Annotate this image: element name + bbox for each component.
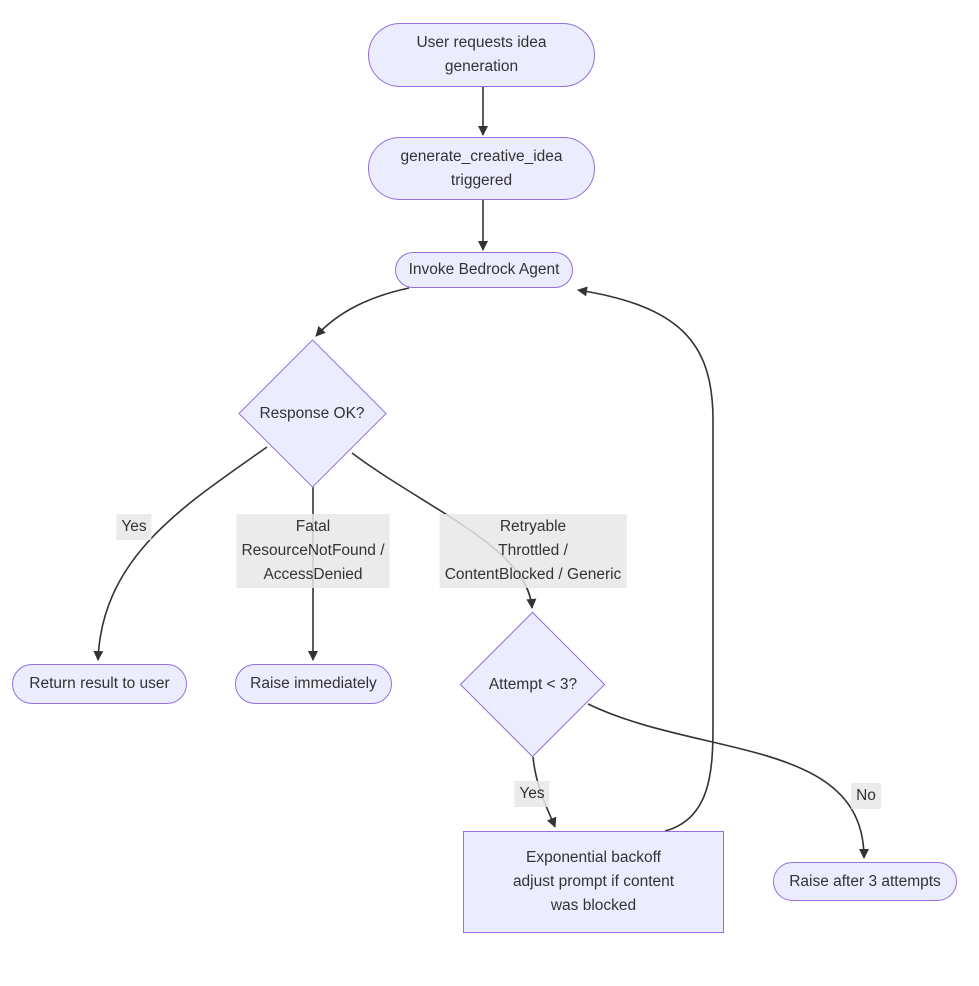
edge-invoke-to-response: [316, 288, 409, 336]
edge-label-fatal: Fatal ResourceNotFound / AccessDenied: [236, 514, 389, 588]
node-generate-idea: generate_creative_idea triggered: [368, 137, 595, 200]
node-user-request: User requests idea generation: [368, 23, 595, 87]
edge-label-retryable: Retryable Throttled / ContentBlocked / Generic: [440, 514, 627, 588]
edge-label-yes-1: Yes: [116, 514, 151, 540]
node-response-ok-label: Response OK?: [259, 405, 365, 422]
edge-label-no: No: [851, 783, 881, 809]
node-return-result: Return result to user: [12, 664, 187, 704]
node-raise-after: Raise after 3 attempts: [773, 862, 957, 901]
edge-label-yes-2: Yes: [514, 781, 549, 807]
node-invoke-agent: Invoke Bedrock Agent: [395, 252, 573, 288]
node-backoff: Exponential backoff adjust prompt if content was blocked: [463, 831, 724, 933]
node-attempt-check-label: Attempt < 3?: [488, 676, 578, 693]
node-raise-immediately: Raise immediately: [235, 664, 392, 704]
